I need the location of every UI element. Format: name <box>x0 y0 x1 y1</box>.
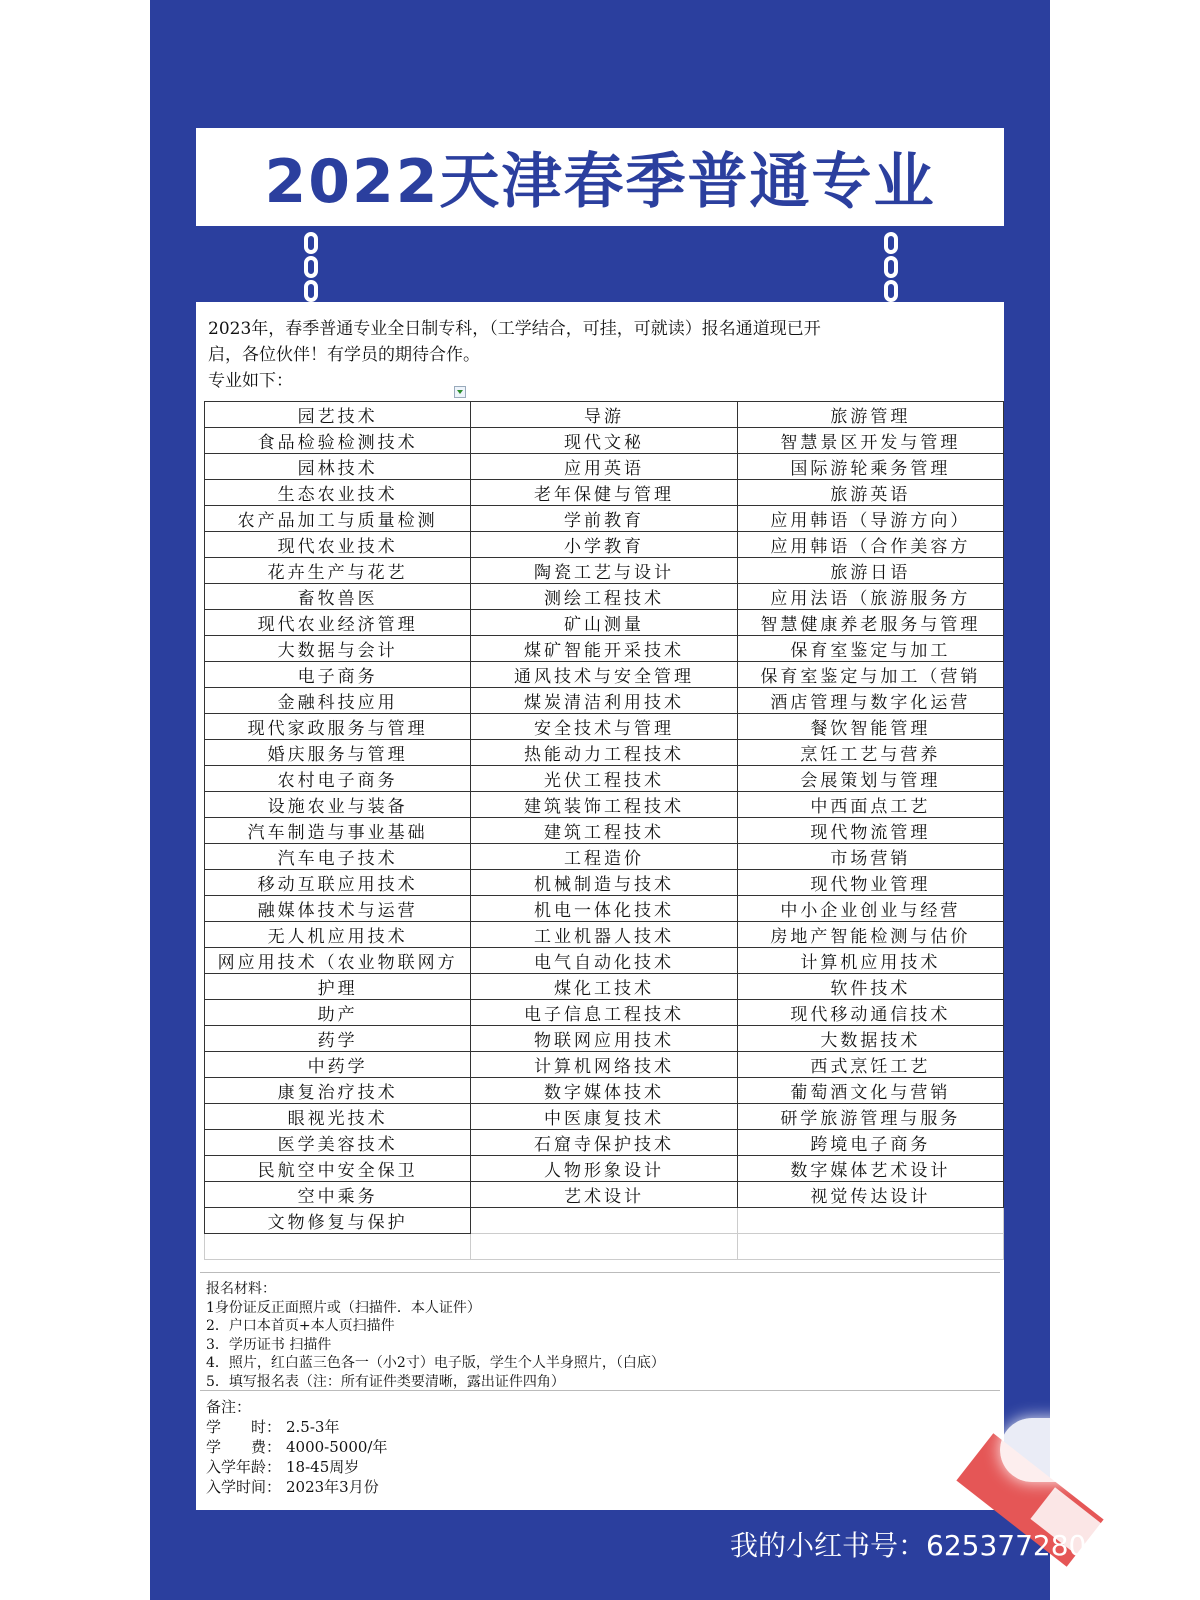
notes-section <box>206 1397 986 1497</box>
table-cell: 视觉传达设计 <box>737 1182 1003 1208</box>
title-banner <box>196 128 1004 226</box>
table-cell: 中药学 <box>205 1052 471 1078</box>
materials-heading: 报名材料： <box>206 1281 276 1297</box>
table-cell: 光伏工程技术 <box>471 766 737 792</box>
table-cell: 电气自动化技术 <box>471 948 737 974</box>
table-cell: 老年保健与管理 <box>471 480 737 506</box>
table-cell: 汽车制造与事业基础 <box>205 818 471 844</box>
table-cell <box>205 1234 471 1260</box>
table-row <box>205 1078 1004 1104</box>
table-row <box>205 792 1004 818</box>
table-cell: 助产 <box>205 1000 471 1026</box>
table-cell: 药学 <box>205 1026 471 1052</box>
note-label: 学 费： <box>206 1438 282 1456</box>
poster <box>150 0 1105 1600</box>
table-cell: 大数据技术 <box>737 1026 1003 1052</box>
table-cell: 金融科技应用 <box>205 688 471 714</box>
chain-icon <box>300 232 322 304</box>
materials-item: 3．学历证书 扫描件 <box>206 1336 332 1353</box>
table-cell: 国际游轮乘务管理 <box>737 454 1003 480</box>
table-cell: 西式烹饪工艺 <box>737 1052 1003 1078</box>
table-cell: 陶瓷工艺与设计 <box>471 558 737 584</box>
table-cell: 煤化工技术 <box>471 974 737 1000</box>
note-value: 2023年3月份 <box>286 1478 379 1496</box>
note-value: 18-45周岁 <box>286 1458 360 1476</box>
table-cell: 中小企业创业与经营 <box>737 896 1003 922</box>
table-cell: 现代农业经济管理 <box>205 610 471 636</box>
note-value: 2.5-3年 <box>286 1418 340 1436</box>
table-cell: 电子信息工程技术 <box>471 1000 737 1026</box>
table-cell: 葡萄酒文化与营销 <box>737 1078 1003 1104</box>
table-cell: 建筑装饰工程技术 <box>471 792 737 818</box>
table-cell: 煤炭清洁利用技术 <box>471 688 737 714</box>
table-cell: 花卉生产与花艺 <box>205 558 471 584</box>
table-cell: 软件技术 <box>737 974 1003 1000</box>
materials-item: 1身份证反正面照片或（扫描件．本人证件） <box>206 1299 481 1316</box>
table-cell: 康复治疗技术 <box>205 1078 471 1104</box>
chain-icon <box>880 232 902 304</box>
table-cell: 小学教育 <box>471 532 737 558</box>
table-cell: 石窟寺保护技术 <box>471 1130 737 1156</box>
table-row <box>205 974 1004 1000</box>
spreadsheet-sheet <box>196 302 1004 1510</box>
table-cell: 导游 <box>471 402 737 428</box>
table-cell: 移动互联应用技术 <box>205 870 471 896</box>
divider <box>200 1272 1000 1273</box>
note-row <box>206 1457 986 1477</box>
table-cell <box>737 1208 1003 1234</box>
table-cell: 研学旅游管理与服务 <box>737 1104 1003 1130</box>
table-cell: 人物形象设计 <box>471 1156 737 1182</box>
table-cell: 数字媒体技术 <box>471 1078 737 1104</box>
table-cell: 医学美容技术 <box>205 1130 471 1156</box>
table-cell: 设施农业与装备 <box>205 792 471 818</box>
table-row <box>205 558 1004 584</box>
table-cell: 电子商务 <box>205 662 471 688</box>
table-row <box>205 428 1004 454</box>
materials-item: 4．照片，红白蓝三色各一（小2寸）电子版，学生个人半身照片，（白底） <box>206 1355 665 1371</box>
table-cell: 食品检验检测技术 <box>205 428 471 454</box>
majors-heading: 专业如下： <box>208 371 293 391</box>
table-row <box>205 1000 1004 1026</box>
table-cell: 建筑工程技术 <box>471 818 737 844</box>
table-cell <box>471 1234 737 1260</box>
table-cell: 旅游管理 <box>737 402 1003 428</box>
table-row <box>205 1104 1004 1130</box>
table-row <box>205 1208 1004 1234</box>
table-cell: 煤矿智能开采技术 <box>471 636 737 662</box>
notes-heading: 备注： <box>206 1398 252 1416</box>
table-cell: 婚庆服务与管理 <box>205 740 471 766</box>
table-cell: 空中乘务 <box>205 1182 471 1208</box>
table-row <box>205 948 1004 974</box>
table-cell: 计算机应用技术 <box>737 948 1003 974</box>
table-cell: 现代农业技术 <box>205 532 471 558</box>
note-value: 4000-5000/年 <box>286 1438 388 1456</box>
table-cell: 物联网应用技术 <box>471 1026 737 1052</box>
materials-section <box>206 1280 986 1391</box>
table-cell: 民航空中安全保卫 <box>205 1156 471 1182</box>
table-cell: 汽车电子技术 <box>205 844 471 870</box>
note-row <box>206 1437 986 1457</box>
table-row <box>205 454 1004 480</box>
divider <box>200 1390 1000 1391</box>
table-cell: 现代物流管理 <box>737 818 1003 844</box>
table-cell: 市场营销 <box>737 844 1003 870</box>
filter-dropdown-icon[interactable] <box>454 386 466 398</box>
table-row <box>205 532 1004 558</box>
table-cell: 安全技术与管理 <box>471 714 737 740</box>
table-row <box>205 1234 1004 1260</box>
table-row <box>205 896 1004 922</box>
intro-text <box>208 316 988 394</box>
note-label: 入学年龄： <box>206 1458 282 1476</box>
table-row <box>205 480 1004 506</box>
table-cell: 餐饮智能管理 <box>737 714 1003 740</box>
table-row <box>205 636 1004 662</box>
table-cell: 酒店管理与数字化运营 <box>737 688 1003 714</box>
table-row <box>205 1156 1004 1182</box>
note-row <box>206 1417 986 1437</box>
table-cell: 旅游英语 <box>737 480 1003 506</box>
intro-line: 启，各位伙伴！有学员的期待合作。 <box>208 345 480 365</box>
table-cell: 现代文秘 <box>471 428 737 454</box>
majors-table <box>204 401 1004 1260</box>
table-cell: 现代物业管理 <box>737 870 1003 896</box>
table-cell: 畜牧兽医 <box>205 584 471 610</box>
table-row <box>205 818 1004 844</box>
table-cell: 工业机器人技术 <box>471 922 737 948</box>
table-cell: 智慧景区开发与管理 <box>737 428 1003 454</box>
table-cell: 矿山测量 <box>471 610 737 636</box>
table-cell: 应用韩语（导游方向） <box>737 506 1003 532</box>
table-cell: 现代移动通信技术 <box>737 1000 1003 1026</box>
table-cell <box>737 1234 1003 1260</box>
table-cell: 生态农业技术 <box>205 480 471 506</box>
table-cell: 通风技术与安全管理 <box>471 662 737 688</box>
table-cell: 智慧健康养老服务与管理 <box>737 610 1003 636</box>
table-row <box>205 844 1004 870</box>
table-cell: 工程造价 <box>471 844 737 870</box>
table-row <box>205 1130 1004 1156</box>
table-cell: 会展策划与管理 <box>737 766 1003 792</box>
table-cell: 农村电子商务 <box>205 766 471 792</box>
table-row <box>205 1182 1004 1208</box>
table-row <box>205 662 1004 688</box>
table-row <box>205 922 1004 948</box>
table-cell: 融媒体技术与运营 <box>205 896 471 922</box>
table-cell: 中西面点工艺 <box>737 792 1003 818</box>
note-row <box>206 1477 986 1497</box>
table-cell: 护理 <box>205 974 471 1000</box>
table-cell: 学前教育 <box>471 506 737 532</box>
table-cell: 计算机网络技术 <box>471 1052 737 1078</box>
table-row <box>205 1026 1004 1052</box>
table-row <box>205 402 1004 428</box>
table-row <box>205 584 1004 610</box>
table-row <box>205 766 1004 792</box>
table-cell: 农产品加工与质量检测 <box>205 506 471 532</box>
table-row <box>205 506 1004 532</box>
table-row <box>205 688 1004 714</box>
table-row <box>205 1052 1004 1078</box>
table-cell: 无人机应用技术 <box>205 922 471 948</box>
table-cell: 保育室鉴定与加工（营销 <box>737 662 1003 688</box>
table-row <box>205 740 1004 766</box>
table-cell: 应用韩语（合作美容方 <box>737 532 1003 558</box>
poster-title: 2022天津春季普通专业 <box>264 147 936 217</box>
table-cell: 热能动力工程技术 <box>471 740 737 766</box>
table-cell: 机电一体化技术 <box>471 896 737 922</box>
table-cell: 应用英语 <box>471 454 737 480</box>
table-row <box>205 610 1004 636</box>
table-cell: 眼视光技术 <box>205 1104 471 1130</box>
table-cell: 大数据与会计 <box>205 636 471 662</box>
table-row <box>205 870 1004 896</box>
table-cell: 烹饪工艺与营养 <box>737 740 1003 766</box>
table-cell: 房地产智能检测与估价 <box>737 922 1003 948</box>
note-label: 学 时： <box>206 1418 282 1436</box>
table-cell: 网应用技术（农业物联网方 <box>205 948 471 974</box>
account-id-watermark: 我的小红书号：6253772800 <box>730 1529 1105 1562</box>
table-cell <box>471 1208 737 1234</box>
table-cell: 数字媒体艺术设计 <box>737 1156 1003 1182</box>
table-cell: 旅游日语 <box>737 558 1003 584</box>
app-logo-bubble <box>1000 1418 1120 1482</box>
table-cell: 文物修复与保护 <box>205 1208 471 1234</box>
table-cell: 现代家政服务与管理 <box>205 714 471 740</box>
table-cell: 应用法语（旅游服务方 <box>737 584 1003 610</box>
intro-line: 2023年，春季普通专业全日制专科，（工学结合，可挂，可就读）报名通道现已开 <box>208 319 821 339</box>
table-cell: 保育室鉴定与加工 <box>737 636 1003 662</box>
table-cell: 艺术设计 <box>471 1182 737 1208</box>
note-label: 入学时间： <box>206 1478 282 1496</box>
table-cell: 园艺技术 <box>205 402 471 428</box>
table-cell: 跨境电子商务 <box>737 1130 1003 1156</box>
materials-item: 5．填写报名表（注：所有证件类要清晰，露出证件四角） <box>206 1373 565 1390</box>
table-cell: 园林技术 <box>205 454 471 480</box>
table-cell: 机械制造与技术 <box>471 870 737 896</box>
table-row <box>205 714 1004 740</box>
table-cell: 测绘工程技术 <box>471 584 737 610</box>
materials-item: 2．户口本首页+本人页扫描件 <box>206 1318 395 1334</box>
table-cell: 中医康复技术 <box>471 1104 737 1130</box>
